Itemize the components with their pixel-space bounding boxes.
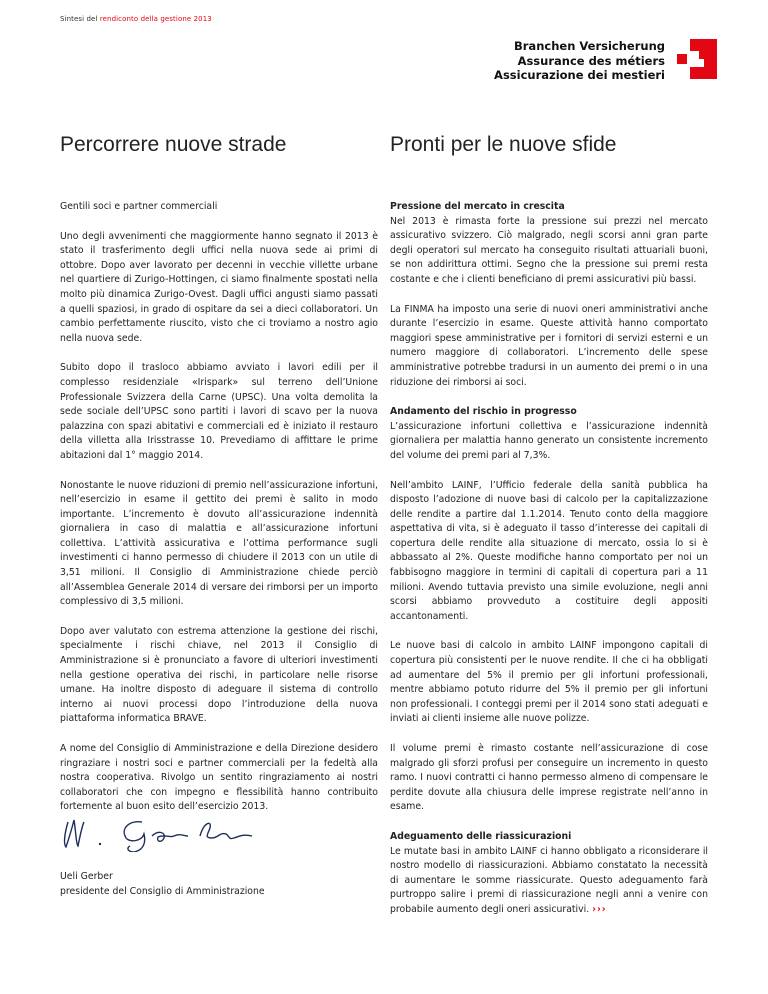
left-column	[60, 200, 378, 815]
logo-line-it: Assicurazione dei mestieri	[494, 68, 665, 82]
left-paragraph-4: Dopo aver valutato con estrema attenzione la gestione dei rischi, specialmente i rischi chiave, nel 2013 il Consiglio di Amministrazione si è pronunciato a favore di ulteriori investimenti nella gestione operativa dei rischi, in particolare nelle risorse umane. Ha inoltre disposto di adeguare il sistema di controllo interno ai nuovi processi dopo l’introduzione della nuova piattaforma informatica BRAVE.	[60, 625, 378, 725]
header-highlight: rendiconto della gestione 2013	[99, 15, 212, 23]
company-logo	[494, 39, 717, 83]
right-paragraph-7	[390, 845, 708, 918]
right-paragraph-4: Nell’ambito LAINF, l’Ufficio federale della sanità pubblica ha disposto l’adozione di nuove basi di calcolo per la capitalizzazione delle rendite a partire dal 1.1.2014. Tenuto conto della maggiore aspettativa di vita, si è adeguato il tasso d’interesse dei capitali di copertura delle rendite alla situazione di mercato, ossia lo si è abbassato al 2%. Queste modifiche hanno comportato per noi un fabbisogno maggiore in termini di capitali di copertura pari a 11 milioni. Avendo tuttavia previsto una simile evoluzione, negli anni scorsi abbiamo provveduto a costituire degli appositi accantonamenti.	[390, 479, 708, 622]
greeting: Gentili soci e partner commerciali	[60, 201, 218, 212]
section-heading-reinsurance: Adeguamento delle riassicurazioni	[390, 830, 572, 842]
right-paragraph-7-text: Le mutate basi in ambito LAINF ci hanno obbligato a riconsiderare il nostro modello di riassicurazioni. Abbiamo constatato la necessità di aumentare le somme riassicurate. Questo adeguamento farà purtroppo salire i premi di riassicurazione negli anni a venire con probabile aumento degli oneri assicurativi.	[390, 845, 708, 915]
right-paragraph-2: La FINMA ha imposto una serie di nuovi oneri amministrativi anche durante l’esercizio in esame. Queste attività hanno comportato maggiori spese amministrative per i fornitori di servizi esterni e un numero maggiore di collaboratori. L’incremento delle spese amministrative potrebbe tradursi in un aumento dei premi o in una riduzione dei rimborsi ai soci.	[390, 303, 708, 388]
right-paragraph-1: Nel 2013 è rimasta forte la pressione sui prezzi nel mercato assicurativo svizzero. Ciò malgrado, negli scorsi anni gran parte degli operatori sul mercato ha conseguito risultati attuariali buoni, se non addirittura ottimi. Segno che la pressione sui premi resta costante e che i clienti beneficiano di premi assicurativi più bassi.	[390, 215, 708, 285]
left-paragraph-1: Uno degli avvenimenti che maggiormente hanno segnato il 2013 è stato il trasferimento degli uffici nella nuova sede ai primi di ottobre. Dopo aver lavorato per decenni in vecchie villette urbane nel quartiere di Zurigo-Hottingen, ci siamo finalmente spostati nella molto più dinamica Zurigo-Ovest. Dagli uffici angusti siamo passati a quelli spaziosi, in grado di ospitare da sei a dieci collaboratori. Un cambio perfettamente riuscito, visto che ci troviamo a nostro agio nella nuova sede.	[60, 230, 378, 344]
header-note	[60, 15, 212, 23]
right-paragraph-3: L’assicurazione infortuni collettiva e l’assicurazione indennità giornaliera per malattia hanno generato un consistente incremento del volume dei premi pari al 7,3%.	[390, 420, 708, 461]
logo-line-fr: Assurance des métiers	[517, 53, 665, 68]
section-heading-market: Pressione del mercato in crescita	[390, 201, 565, 212]
right-title: Pronti per le nuove sfide	[390, 133, 617, 156]
left-paragraph-2: Subito dopo il trasloco abbiamo avviato i lavori edili per il complesso residenziale «Irispark» sul terreno dell’Unione Professionale Svizzera della Carne (UPSC). Una volta demolita la sede sociale dell’UPSC sono partiti i lavori di scavo per la nuova palazzina con spazi abitativi e commerciali ed è iniziato il restauro della villetta alla Irisstrasse 10. Prevediamo di affittare le prime abitazioni dal 1° maggio 2014.	[60, 362, 378, 461]
left-title: Percorrere nuove strade	[60, 133, 287, 156]
signature-icon	[60, 812, 290, 852]
signer-block	[60, 870, 378, 899]
left-paragraph-3: Nonostante le nuove riduzioni di premio nell’assicurazione infortuni, nell’esercizio in esame il gettito dei premi è salito in modo importante. L’incremento è dovuto all’assicurazione indennità giornaliera in caso di malattia e all’assicurazione infortuni collettiva. L’attività assicurativa e l’ottima performance sugli investimenti ci hanno permesso di chiudere il 2013 con un utile di 3,51 milioni. Il Consiglio di Amministrazione chiede perciò all’Assemblea Generale 2014 di versare dei rimborsi per un importo complessivo di 3,5 milioni.	[60, 479, 378, 608]
signer-role: presidente del Consiglio di Amministrazione	[60, 885, 265, 897]
header-prefix: Sintesi del	[60, 15, 98, 23]
left-paragraph-5: A nome del Consiglio di Amministrazione e della Direzione desidero ringraziare i nostri soci e partner commerciali per la fedeltà alla nostra cooperativa. Rivolgo un sentito ringraziamento ai nostri collaboratori che con impegno e flessibilità hanno contribuito fortemente al buon esito dell’esercizio 2013.	[60, 743, 378, 813]
section-heading-risk: Andamento del rischio in progresso	[390, 406, 577, 418]
right-paragraph-6: Il volume premi è rimasto costante nell’assicurazione di cose malgrado gli sforzi profusi per conseguire un incremento in questo ramo. I nuovi contratti ci hanno permesso almeno di compensare le perdite dovute alla chiusura delle imprese registrate nell’anno in esame.	[390, 743, 708, 813]
logo-text	[494, 39, 665, 83]
right-paragraph-5: Le nuove basi di calcolo in ambito LAINF impongono capitali di copertura più consistenti per le nuove rendite. Il che ci ha obbligati ad aumentare del 5% il premio per gli infortuni professionali, mentre abbiamo potuto ridurre del 5% il premio per gli infortuni non professionali. I conteggi premi per il 2014 sono stati adeguati e inviati ai clienti insieme alle nuove polizze.	[390, 640, 708, 725]
signer-name: Ueli Gerber	[60, 871, 113, 882]
logo-mark-icon	[677, 39, 717, 79]
right-column	[390, 200, 708, 918]
logo-line-de: Branchen Versicherung	[514, 39, 665, 53]
continue-arrows-icon: ›››	[592, 903, 607, 915]
